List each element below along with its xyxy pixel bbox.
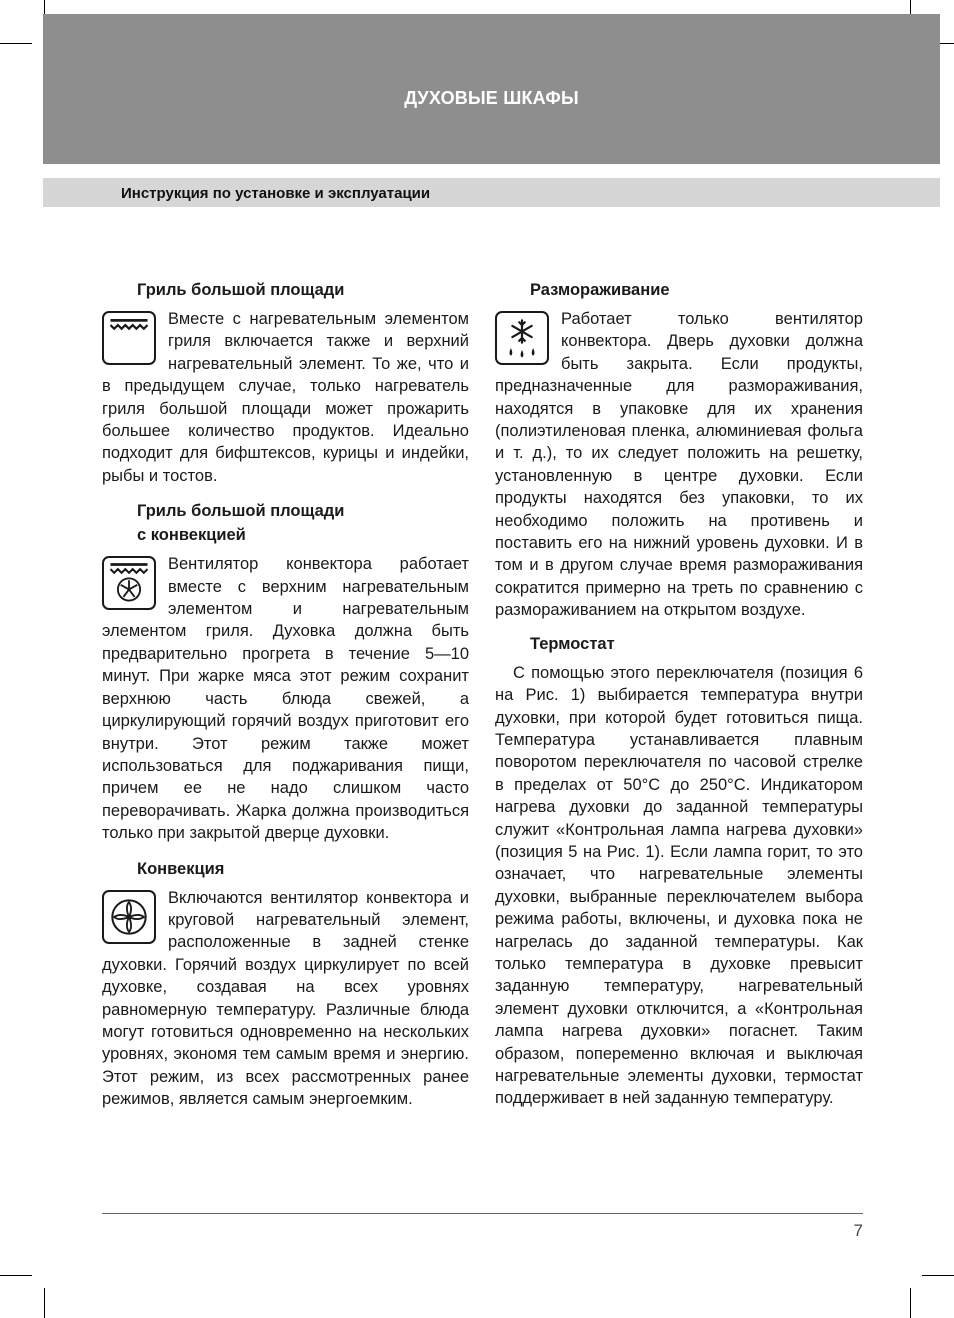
section-heading-grill-large: Гриль большой площади <box>137 281 345 299</box>
grill-large-icon <box>102 311 156 365</box>
right-column <box>495 278 863 1118</box>
section-text-grill-convection: Вентилятор конвектора работает вместе с верхним нагревательным элементом и нагревательным элементом гриля. Духовка должна быть предварительно прогрета в течение 5—10 минут. При жарке мяса этот режим сохранит верхнюю часть блюда свежей, а циркулирующий горячий воздух приготовит его внутри. Этот режим также может использоваться для поджаривания пищи, причем ее не надо слишком часто переворачивать. Жарка должна производиться только при закрытой дверце духовки. <box>102 555 469 843</box>
section-heading-convection: Конвекция <box>137 859 225 878</box>
left-column <box>102 278 469 1119</box>
heading-line: Гриль большой площади <box>137 502 345 521</box>
crop-mark <box>0 43 32 44</box>
crop-mark <box>922 1275 954 1276</box>
page-title: ДУХОВЫЕ ШКАФЫ <box>404 88 579 108</box>
section-text-convection: Включаются вентилятор конвектора и круговой нагревательный элемент, расположенные в задней стенке духовки. Горячий воздух циркулирует по всей духовке, создавая на всех уровнях равномерную температуру. Различные блюда могут готовиться одновременно на нескольких уровнях, экономя тем самым время и энергию. Этот режим, из всех рассмотренных ранее режимов, является самым энергоемким. <box>102 888 469 1109</box>
section-heading-grill-convection <box>137 499 469 547</box>
page-number: 7 <box>853 1221 863 1240</box>
crop-mark <box>910 0 911 14</box>
section-text-defrost: Работает только вентилятор конвектора. Дверь духовки должна быть закрыта. Если продукты, предназначенные для размораживания, находятся в упаковке для их хранения (полиэтиленовая пленка, алюминиевая фольга и т. д.), то их следует положить на решетку, установленную в центре духовки. Если продукты находятся без упаковки, то их необходимо положить на противень и поставить его на нижний уровень духовки. И в том и в другом случае время размораживания сократится примерно на треть по сравнению с размораживанием на открытом воздухе. <box>495 310 863 620</box>
section-heading-defrost: Размораживание <box>530 281 670 299</box>
defrost-icon <box>495 311 549 365</box>
document-subtitle: Инструкция по установке и эксплуатации <box>121 185 431 202</box>
footer-rule <box>102 1213 863 1214</box>
crop-mark <box>44 1288 45 1318</box>
section-heading-thermostat: Термостат <box>530 634 615 653</box>
crop-mark <box>44 0 45 14</box>
section-text-thermostat: С помощью этого переключателя (позиция 6 на Рис. 1) выбирается температура внутри духовки, при которой будет готовиться пища. Температура устанавливается плавным поворотом переключателя по часовой стрелке в пределах от 50°С до 250°С. Индикатором нагрева духовки до заданной температуры служит «Контрольная лампа нагрева духовки» (позиция 5 на Рис. 1). Если лампа горит, то это означает, что нагревательные элементы духовки, выбранные переключателем выбора режима работы, включены, и духовка пока не нагрелась до заданной температуры. Как только температура в духовке превысит заданную температуру, нагревательный элемент духовки отключится, а «Контрольная лампа нагрева духовки» погаснет. Таким образом, попеременно включая и выключая нагревательные элементы духовки, термостат поддерживает в ней заданную температуру. <box>495 663 863 1108</box>
heading-line: с конвекцией <box>137 526 246 545</box>
crop-mark <box>0 1275 32 1276</box>
convection-fan-icon <box>102 890 156 944</box>
grill-convection-icon <box>102 556 156 610</box>
section-text-grill-large: Вместе с нагревательным элементом гриля включается также и верхний нагревательный элемент. То же, что и в предыдущем случае, только нагреватель гриля большой площади может прожарить большее количество продуктов. Идеально подходит для бифштексов, курицы и индейки, рыбы и тостов. <box>102 310 469 485</box>
crop-mark <box>910 1288 911 1318</box>
